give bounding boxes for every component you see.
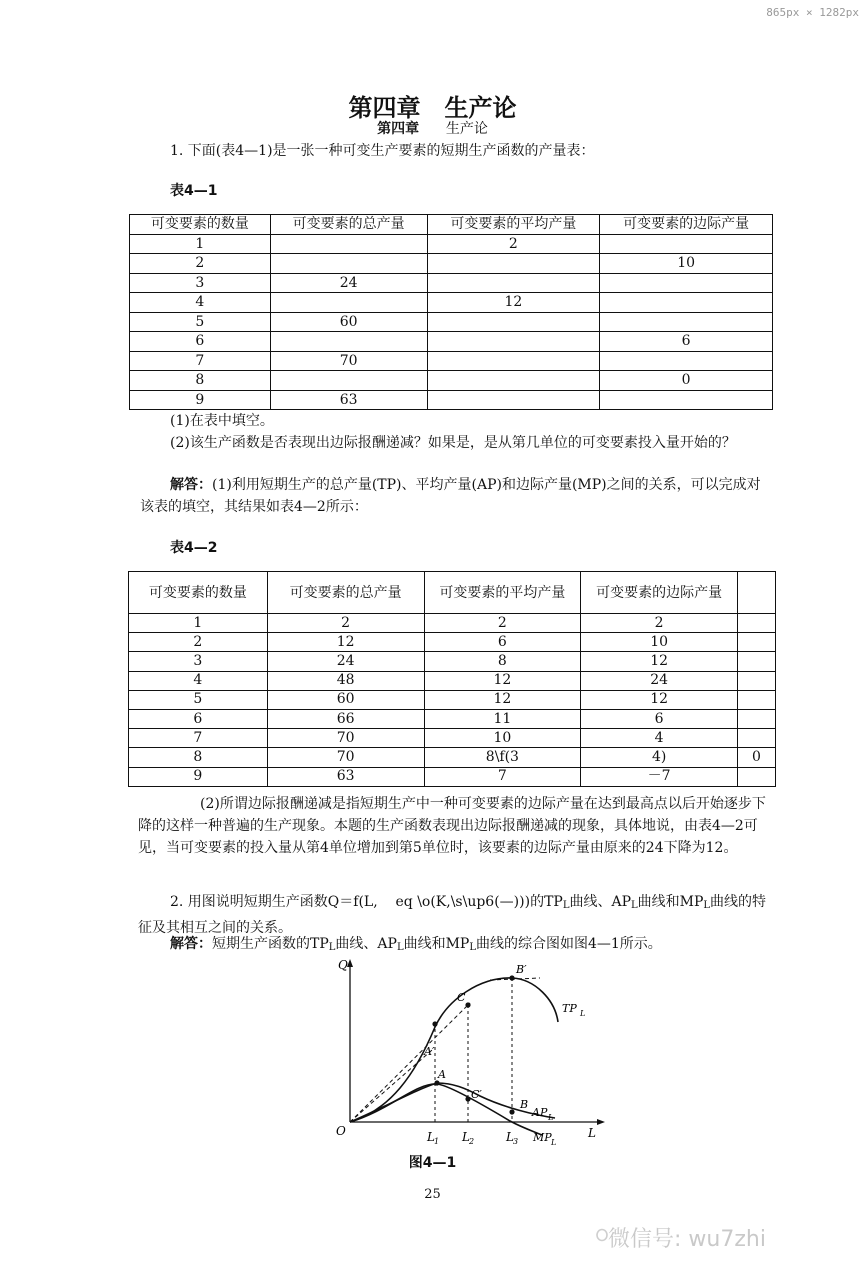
t2-cell: 5 — [129, 690, 268, 709]
watermark: 微信号: wu7zhi — [608, 1227, 766, 1252]
table-row — [129, 729, 776, 748]
t1-cell — [427, 312, 600, 332]
table-row — [129, 614, 776, 633]
table-row — [130, 293, 773, 313]
label-a1: A′ — [424, 1045, 435, 1058]
dimension-label: 865px × 1282px — [766, 6, 859, 19]
label-l: L — [588, 1126, 596, 1140]
t1-cell — [600, 351, 773, 371]
t1-cell — [427, 273, 600, 293]
t2-cell: 24 — [581, 671, 738, 690]
page-number: 25 — [424, 1187, 441, 1202]
t2-cell: 4) — [581, 748, 738, 767]
table-row — [130, 234, 773, 254]
table-row — [130, 390, 773, 410]
subtitle-bold: 第四章 — [377, 121, 420, 137]
label-a: A — [438, 1068, 446, 1081]
t1-cell: 4 — [130, 293, 271, 313]
t2-cell — [738, 671, 776, 690]
q2-text: eq \o(K,\s\up6(—)))的TP — [395, 894, 563, 910]
table-row — [130, 254, 773, 274]
t1-cell: 7 — [130, 351, 271, 371]
y-axis-arrow — [347, 959, 353, 967]
label-o: O — [336, 1124, 346, 1138]
t2-cell: 10 — [424, 729, 581, 748]
t2-cell: 12 — [424, 671, 581, 690]
table-2-label: 表4—2 — [170, 540, 218, 556]
t1-cell: 10 — [600, 254, 773, 274]
t1-cell — [427, 371, 600, 391]
t1-cell — [270, 254, 427, 274]
t1-cell: 6 — [130, 332, 271, 352]
label-ap-sub: L — [548, 1113, 554, 1122]
t2-cell — [738, 633, 776, 652]
answer-label: 解答： — [170, 477, 212, 493]
x-axis-arrow — [597, 1119, 605, 1125]
q1-part-1: (1)在表中填空。 — [170, 413, 274, 429]
q2-sub: L — [703, 900, 711, 911]
q2-text: 曲线、AP — [569, 894, 631, 910]
table-row — [130, 351, 773, 371]
t2-cell: 2 — [129, 633, 268, 652]
point-a — [434, 1080, 439, 1085]
t1-cell — [270, 293, 427, 313]
label-l2: L — [462, 1130, 470, 1144]
t2-cell — [738, 729, 776, 748]
t2-cell: 66 — [267, 709, 424, 728]
t1-cell — [427, 351, 600, 371]
t2-cell: 24 — [267, 652, 424, 671]
t1-cell: 70 — [270, 351, 427, 371]
wechat-icon — [596, 1228, 608, 1242]
t1-header: 可变要素的边际产量 — [600, 215, 773, 235]
ray-a1 — [350, 1050, 432, 1122]
t2-cell: 12 — [267, 633, 424, 652]
answer-2: (2)所谓边际报酬递减是指短期生产中一种可变要素的边际产量在达到最高点以后开始逐步下降的这样一种普遍的生产现象。本题的生产函数表现出边际报酬递减的现象，具体地说，由表4—2可见，当可变要素的投入量从第4单位增加到第5单位时，该要素的边际产量由原来的24下降为12。 — [138, 796, 766, 856]
label-l3-sub: 3 — [513, 1137, 519, 1146]
q2-sub: L — [631, 900, 638, 911]
t2-cell: 8 — [424, 652, 581, 671]
t2-cell: 3 — [129, 652, 268, 671]
t2-header: 可变要素的边际产量 — [581, 572, 738, 614]
point-b1 — [509, 975, 514, 980]
table-row — [130, 371, 773, 391]
t1-cell: 5 — [130, 312, 271, 332]
t2-cell: －7 — [581, 767, 738, 786]
figure-caption: 图4—1 — [408, 1155, 457, 1171]
t2-cell: 12 — [424, 690, 581, 709]
t1-cell — [427, 390, 600, 410]
t2-cell: 2 — [267, 614, 424, 633]
point-b — [509, 1109, 514, 1114]
t1-cell: 2 — [427, 234, 600, 254]
label-mp-sub: L — [551, 1138, 557, 1147]
t1-cell: 0 — [600, 371, 773, 391]
t2-cell: 2 — [581, 614, 738, 633]
t2-cell: 6 — [129, 709, 268, 728]
t2-cell: 9 — [129, 767, 268, 786]
t1-cell — [427, 254, 600, 274]
answer-label: 解答： — [170, 936, 212, 952]
answer-1 — [140, 474, 770, 518]
q2-sub: L — [469, 942, 476, 953]
label-c: C — [457, 991, 466, 1004]
table-row — [129, 671, 776, 690]
table-row — [130, 312, 773, 332]
q1-part-2: (2)该生产函数是否表现出边际报酬递减？如果是，是从第几单位的可变要素投入量开始的？ — [170, 435, 736, 451]
point-c1 — [465, 1096, 470, 1101]
t1-cell: 8 — [130, 371, 271, 391]
t2-cell — [738, 652, 776, 671]
t2-cell: 48 — [267, 671, 424, 690]
table-row — [130, 273, 773, 293]
q2-answer-text: 曲线和MP — [403, 936, 470, 952]
t2-cell: 12 — [581, 652, 738, 671]
t2-cell — [738, 690, 776, 709]
t1-cell: 3 — [130, 273, 271, 293]
t2-cell: 63 — [267, 767, 424, 786]
t1-cell: 24 — [270, 273, 427, 293]
table-1 — [129, 214, 773, 410]
t1-cell — [600, 273, 773, 293]
t1-cell — [270, 371, 427, 391]
q2-answer-text: 短期生产函数的TP — [212, 936, 329, 952]
q2-text: 曲线和 — [637, 894, 680, 910]
t1-cell — [600, 293, 773, 313]
t2-cell: 7 — [424, 767, 581, 786]
t1-cell: 63 — [270, 390, 427, 410]
table-row — [129, 652, 776, 671]
q2-text: 曲线的特征及其相互之间的关系。 — [138, 894, 767, 936]
t1-cell: 60 — [270, 312, 427, 332]
t2-cell: 0 — [738, 748, 776, 767]
point-c — [465, 1002, 470, 1007]
q2-sub: L — [328, 942, 336, 953]
chapter-subtitle — [0, 118, 865, 138]
q2-text: 2. 用图说明短期生产函数Q＝f(L, — [170, 894, 378, 910]
t2-header: 可变要素的数量 — [129, 572, 268, 614]
label-mp: MP — [533, 1131, 552, 1144]
t2-cell: 4 — [581, 729, 738, 748]
t2-cell: 12 — [581, 690, 738, 709]
label-b: B — [520, 1098, 529, 1111]
t2-cell: 7 — [129, 729, 268, 748]
table-1-label: 表4—1 — [170, 183, 218, 199]
t1-cell: 1 — [130, 234, 271, 254]
table-row — [129, 633, 776, 652]
production-curves-figure — [330, 955, 620, 1150]
t1-header: 可变要素的数量 — [130, 215, 271, 235]
t1-cell — [600, 234, 773, 254]
label-l2-sub: 2 — [469, 1137, 475, 1146]
t1-header: 可变要素的总产量 — [270, 215, 427, 235]
label-q: Q — [338, 958, 348, 972]
t1-cell — [600, 312, 773, 332]
t2-cell: 70 — [267, 748, 424, 767]
table-row — [130, 332, 773, 352]
t2-header: 可变要素的平均产量 — [424, 572, 581, 614]
t1-header: 可变要素的平均产量 — [427, 215, 600, 235]
t2-cell: 6 — [424, 633, 581, 652]
t2-cell: 70 — [267, 729, 424, 748]
q2-sub: L — [562, 900, 570, 911]
t2-cell: 4 — [129, 671, 268, 690]
t2-cell: 8 — [129, 748, 268, 767]
table-2 — [128, 571, 776, 787]
chapter-title: 第四章 生产论 — [348, 94, 517, 122]
t2-cell — [738, 614, 776, 633]
table-row — [129, 709, 776, 728]
label-l1: L — [427, 1130, 435, 1144]
point-a1 — [432, 1021, 437, 1026]
t2-cell: 2 — [424, 614, 581, 633]
answer-1-text: (1)利用短期生产的总产量(TP)、平均产量(AP)和边际产量(MP)之间的关系，可以完成对该表的填空，其结果如表4—2所示： — [140, 477, 761, 515]
t1-cell: 12 — [427, 293, 600, 313]
q2-answer-text: 曲线、AP — [335, 936, 397, 952]
q2-text: MP — [679, 894, 704, 910]
t1-cell: 6 — [600, 332, 773, 352]
table-row — [129, 767, 776, 786]
t2-cell — [738, 709, 776, 728]
label-ap: AP — [532, 1106, 548, 1119]
tangent-ray-c — [350, 1003, 470, 1122]
label-l1-sub: 1 — [434, 1137, 440, 1146]
t1-cell — [600, 390, 773, 410]
t2-cell: 11 — [424, 709, 581, 728]
t2-cell: 10 — [581, 633, 738, 652]
t1-cell — [270, 332, 427, 352]
t2-header: 可变要素的总产量 — [267, 572, 424, 614]
table-row — [129, 748, 776, 767]
label-tp-sub: L — [580, 1009, 586, 1018]
t2-cell: 1 — [129, 614, 268, 633]
t2-header — [738, 572, 776, 614]
label-b1: B′ — [516, 963, 527, 976]
t2-cell: 8\f(3 — [424, 748, 581, 767]
t2-cell: 6 — [581, 709, 738, 728]
q2-sub: L — [396, 942, 404, 953]
subtitle-rest: 生产论 — [445, 121, 488, 137]
label-l3: L — [506, 1130, 514, 1144]
table-row — [129, 690, 776, 709]
question-1: 1. 下面(表4—1)是一张一种可变生产要素的短期生产函数的产量表： — [170, 143, 595, 159]
t1-cell: 9 — [130, 390, 271, 410]
t2-cell: 60 — [267, 690, 424, 709]
label-c1: C′ — [471, 1088, 482, 1101]
t1-cell — [427, 332, 600, 352]
t2-cell — [738, 767, 776, 786]
q2-answer-text: 曲线的综合图如图4—1所示。 — [475, 936, 662, 952]
label-tp: TP — [562, 1002, 577, 1015]
t1-cell: 2 — [130, 254, 271, 274]
t1-cell — [270, 234, 427, 254]
question-2 — [138, 891, 770, 939]
